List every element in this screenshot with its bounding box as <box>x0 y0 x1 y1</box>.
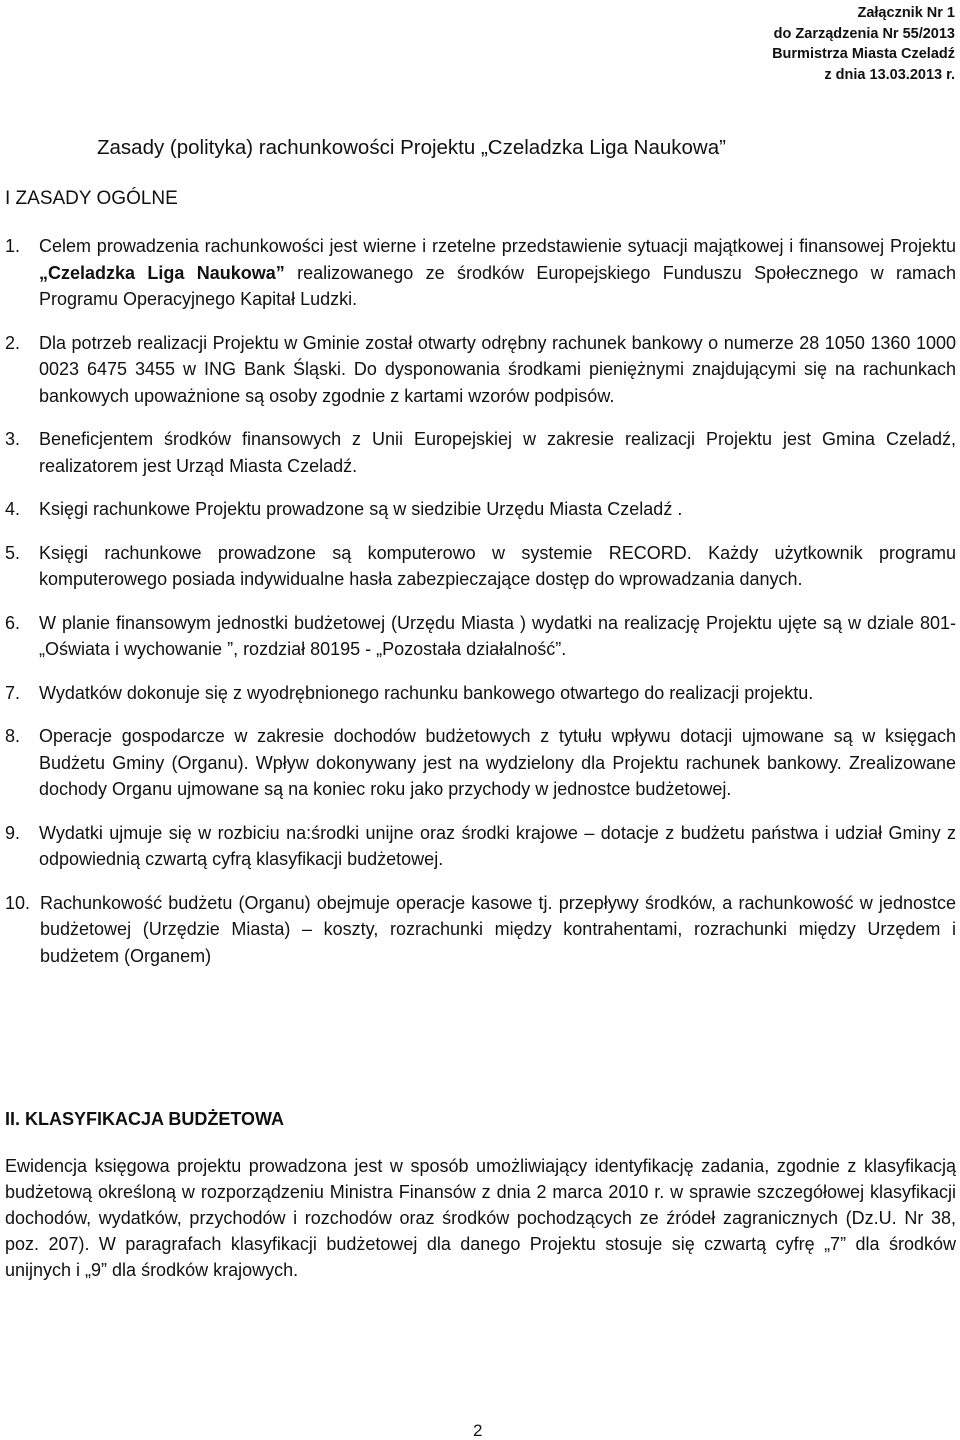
general-rules-list <box>5 233 956 986</box>
budget-classification-paragraph: Ewidencja księgowa projektu prowadzona jest w sposób umożliwiający identyfikację zadania, zgodnie z klasyfikacją budżetową określoną w rozporządzeniu Ministra Finansów z dnia 2 marca 2010 r. w sprawie szczegółowej klasyfikacji dochodów, wydatków, przychodów i rozchodów oraz środków pochodzących ze źródeł zagranicznych (Dz.U. Nr 38, poz. 207). W paragrafach klasyfikacji budżetowej dla danego Projektu stosuje się czwartą cyfrę „7” dla środków unijnych i „9” dla środków krajowych. <box>5 1156 956 1280</box>
list-item <box>5 610 956 663</box>
item-number: 1. <box>5 236 21 256</box>
list-item <box>5 680 956 707</box>
ordinance-number: do Zarządzenia Nr 55/2013 <box>773 25 955 42</box>
list-item <box>5 496 956 523</box>
item-number: 3. <box>5 429 21 449</box>
list-item <box>5 723 956 803</box>
list-item <box>5 330 956 410</box>
item-number: 10. <box>5 892 31 913</box>
item-text: Rachunkowość budżetu (Organu) obejmuje operacje kasowe tj. przepływy środków, a rachunkowość w jednostce budżetowej (Urzędzie Miasta) – koszty, rozrachunki między kontrahentami, rozrachunki między Urzędem i budżetem (Organem) <box>40 892 956 966</box>
attachment-number: Załącznik Nr 1 <box>857 5 955 21</box>
attachment-header <box>772 3 955 85</box>
list-item <box>5 820 956 873</box>
list-item <box>5 233 956 313</box>
item-text: Wydatki ujmuje się w rozbiciu na:środki unijne oraz środki krajowe – dotacje z budżetu państwa i udział Gminy z odpowiednią czwartą cyfrą klasyfikacji budżetowej. <box>39 822 956 869</box>
ordinance-issuer: Burmistrza Miasta Czeladź <box>772 46 955 62</box>
item-text: Księgi rachunkowe Projektu prowadzone są w siedzibie Urzędu Miasta Czeladź . <box>39 499 683 519</box>
ordinance-date: z dnia 13.03.2013 r. <box>824 66 955 83</box>
item-text: Wydatków dokonuje się z wyodrębnionego rachunku bankowego otwartego do realizacji projektu. <box>39 682 814 703</box>
item-text: Celem prowadzenia rachunkowości jest wierne i rzetelne przedstawienie sytuacji majątkowej i finansowej Projektu „Czeladzka Liga Naukowa” realizowanego ze środków Europejskiego Funduszu Społecznego w ramach Programu Operacyjnego Kapitał Ludzki. <box>39 236 956 309</box>
page-number: 2 <box>473 1421 483 1440</box>
document-title: Zasady (polityka) rachunkowości Projektu „Czeladzka Liga Naukowa” <box>97 136 726 159</box>
section-heading-general: I ZASADY OGÓLNE <box>5 188 178 209</box>
item-number: 7. <box>5 682 21 703</box>
item-text: Dla potrzeb realizacji Projektu w Gminie został otwarty odrębny rachunek bankowy o numerze 28 1050 1360 1000 0023 6475 3455 w ING Bank Śląski. Do dysponowania środkami pieniężnymi znajdującymi się na rachunkach bankowych upoważnione są osoby zgodnie z kartami wzorów podpisów. <box>39 332 956 406</box>
item-text: Księgi rachunkowe prowadzone są komputerowo w systemie RECORD. Każdy użytkownik programu komputerowego posiada indywidualne hasła zabezpieczające dostęp do wprowadzania danych. <box>39 542 956 589</box>
item-text: W planie finansowym jednostki budżetowej (Urzędu Miasta ) wydatki na realizację Projektu ujęte są w dziale 801- „Oświata i wychowanie ”, rozdział 80195 - „Pozostała działalność”. <box>39 612 956 659</box>
item-number: 5. <box>5 542 21 563</box>
item-number: 2. <box>5 332 21 353</box>
item-number: 6. <box>5 612 21 633</box>
section-heading-budget-classification: II. KLASYFIKACJA BUDŻETOWA <box>5 1109 285 1129</box>
list-item <box>5 890 956 970</box>
project-name-bold: „Czeladzka Liga Naukowa” <box>39 262 285 283</box>
item-number: 9. <box>5 822 21 843</box>
item-number: 4. <box>5 499 21 519</box>
list-item <box>5 426 956 479</box>
item-text: Operacje gospodarcze w zakresie dochodów budżetowych z tytułu wpływu dotacji ujmowane są w księgach Budżetu Gminy (Organu). Wpływ dokonywany jest na wydzielony dla Projektu rachunek bankowy. Zrealizowane dochody Organu ujmowane są na koniec roku jako przychody w jednostce budżetowej. <box>39 726 956 799</box>
item-text: Beneficjentem środków finansowych z Unii Europejskiej w zakresie realizacji Projektu jest Gmina Czeladź, realizatorem jest Urząd Miasta Czeladź. <box>39 429 956 476</box>
list-item <box>5 540 956 593</box>
item-number: 8. <box>5 726 21 746</box>
